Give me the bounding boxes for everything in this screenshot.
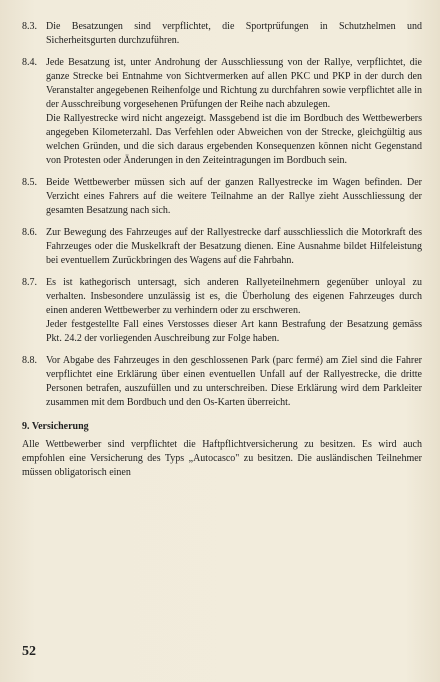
clause-paragraph: Jede Besatzung ist, unter Androhung der Ausschliessung von der Rallye, verpflichtet, die ganze Strecke bei Entnahme von Sichtvermerken auf allen PKC und PKP in der durch den Veranstalter angegebenen Reihenfolge und Richtung zu durchfahren sowie verpflichtet alle in der Ausschreibung vorgesehenen Prüfungen der Reihe nach abzulegen. (46, 57, 422, 110)
clause-paragraph: Zur Bewegung des Fahrzeuges auf der Rallyestrecke darf ausschliesslich die Motorkraft des Fahrzeuges oder die Muskelkraft der Besatzung dienen. Eine Ausnahme bildet Hilfeleistung bei eventuellem Zurückbringen des Wagens auf die Fahrbahn. (46, 227, 422, 266)
clause-paragraph: Die Rallyestrecke wird nicht angezeigt. Massgebend ist die im Bordbuch des Wettbewerbers angegeben Kilometerzahl. Das Verfehlen oder Abweichen von der Strecke, gleichgültig aus welchen Gründen, und die sich daraus ergebenden Konsequenzen können nicht Gegenstand von Protesten oder Änderungen in den Zeiteintragungen im Bordbuch sein. (46, 113, 422, 166)
clause-number: 8.3. (22, 21, 37, 32)
section-text: Alle Wettbewerber sind verpflichtet die Haftpflichtversicherung zu besitzen. Es wird auch empfohlen eine Versicherung des Typs „Autocasco" zu besitzen. Die ausländischen Teilnehmer müssen obligatorisch einen (22, 439, 422, 478)
clause-body (46, 226, 422, 268)
clause-body (46, 354, 422, 410)
clause-paragraph: Beide Wettbewerber müssen sich auf der ganzen Rallyestrecke im Wagen befinden. Der Verzicht eines Fahrers auf die weitere Teilnahme an der Rallye zieht Ausschliessung der gesamten Besatzung nach sich. (46, 177, 422, 216)
clause-8-3 (22, 20, 422, 48)
clause-number: 8.7. (22, 277, 37, 288)
clause-8-6 (22, 226, 422, 268)
page-number: 52 (22, 644, 36, 659)
clause-number: 8.4. (22, 57, 37, 68)
clause-body (46, 56, 422, 168)
clause-8-8 (22, 354, 422, 410)
clause-8-5 (22, 176, 422, 218)
section-heading: 9. Versicherung (22, 421, 89, 432)
clause-body (46, 20, 422, 48)
clause-body (46, 276, 422, 346)
clause-body (46, 176, 422, 218)
clause-8-4 (22, 56, 422, 168)
clause-number: 8.6. (22, 227, 37, 238)
clause-paragraph: Vor Abgabe des Fahrzeuges in den geschlossenen Park (parc fermé) am Ziel sind die Fahrer verpflichtet eine Erklärung über einen eventuellen Unfall auf der Rallyestrecke, die dritte Personen betrafen, auszufüllen und zu unterschreiben. Diese Erklärung wird dem Parkleiter zusammen mit dem Bordbuch und den Os-Karten überreicht. (46, 355, 422, 408)
clause-paragraph: Die Besatzungen sind verpflichtet, die Sportprüfungen in Schutzhelmen und Sicherheitsgurten durchzuführen. (46, 21, 422, 46)
clause-number: 8.5. (22, 177, 37, 188)
clause-number: 8.8. (22, 355, 37, 366)
clause-paragraph: Jeder festgestellte Fall eines Verstosses dieser Art kann Bestrafung der Besatzung gemäss Pkt. 24.2 der vorliegenden Auschreibung zur Folge haben. (46, 319, 422, 344)
clause-paragraph: Es ist kathegorisch untersagt, sich anderen Rallyeteilnehmern gegenüber unloyal zu verhalten. Insbesondere unzulässig ist es, die Überholung des eigenen Fahrzeuges durch einen anderen Wettbewerber zu verhindern oder zu erschweren. (46, 277, 422, 316)
clause-8-7 (22, 276, 422, 346)
